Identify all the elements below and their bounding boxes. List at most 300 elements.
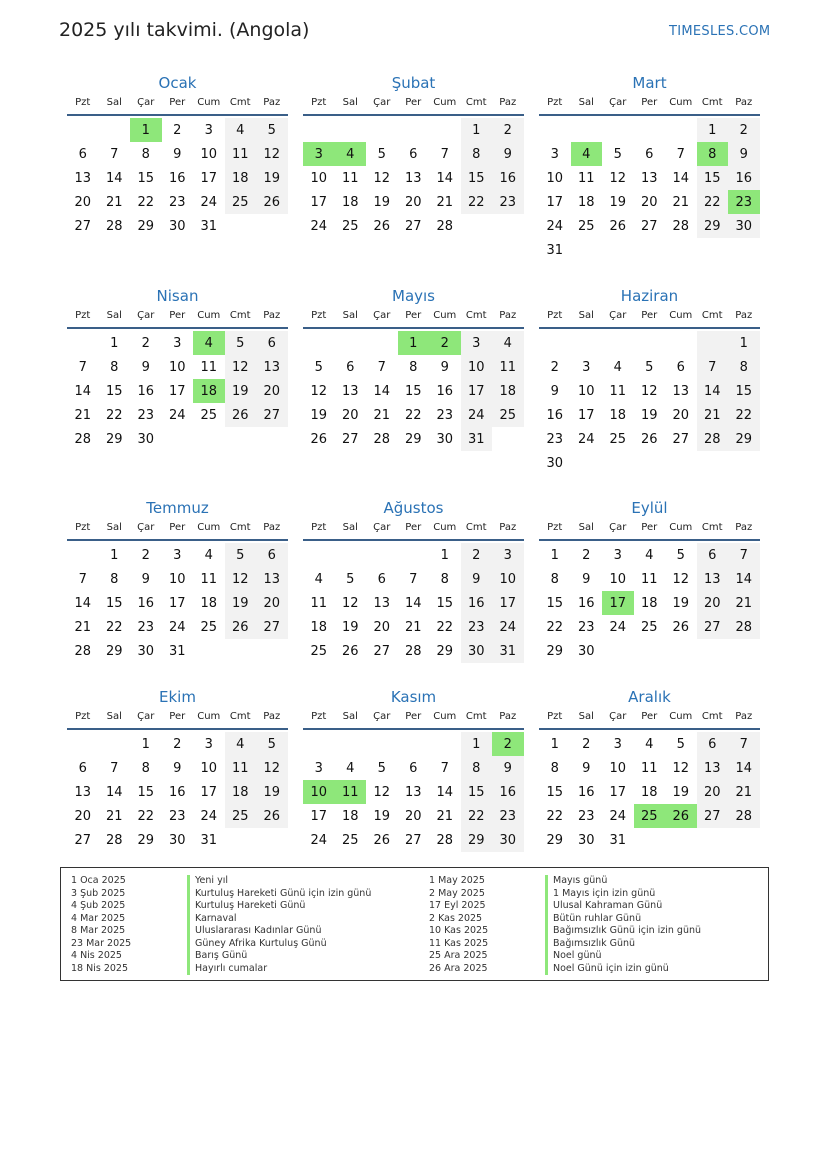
weekday-label: Cmt: [701, 522, 723, 533]
weekday-label: Sal: [342, 310, 358, 321]
weekday-header: [539, 94, 760, 116]
month-name: Ağustos: [383, 499, 444, 517]
weekday-label: Sal: [106, 711, 122, 722]
day-cell: 9: [492, 756, 524, 780]
day-grid: [303, 732, 524, 852]
empty-cell: [67, 732, 99, 756]
holiday-date: 25 Ara 2025: [429, 950, 488, 961]
day-cell: 7: [697, 355, 729, 379]
day-grid: [303, 118, 524, 238]
day-cell: 20: [74, 194, 92, 210]
day-cell: 12: [373, 784, 391, 800]
holiday-dates-col-2: [429, 875, 488, 975]
weekday-label: Paz: [499, 522, 517, 533]
day-cell: 16: [577, 595, 595, 611]
day-cell: 18: [640, 595, 658, 611]
month-9: [539, 497, 760, 663]
day-cell: 25: [200, 407, 218, 423]
day-cell: 19: [672, 595, 690, 611]
day-cell: 15: [461, 780, 493, 804]
day-cell: 15: [105, 595, 123, 611]
day-cell: 8: [550, 571, 559, 587]
day-cell: 23: [492, 190, 524, 214]
day-cell: 4: [346, 760, 355, 776]
day-cell: 27: [404, 832, 422, 848]
day-cell: 19: [672, 784, 690, 800]
day-cell: 11: [609, 383, 627, 399]
day-cell: 26: [256, 804, 288, 828]
weekday-label: Pzt: [311, 97, 327, 108]
day-cell: 24: [609, 808, 627, 824]
day-cell: 21: [728, 591, 760, 615]
day-cell: 10: [168, 359, 186, 375]
day-cell: 1: [697, 118, 729, 142]
day-cell: 16: [168, 784, 186, 800]
holiday-dates-col-1: [71, 875, 131, 975]
day-cell: 28: [728, 804, 760, 828]
day-cell: 11: [341, 170, 359, 186]
day-cell: 13: [672, 383, 690, 399]
day-cell: 21: [105, 808, 123, 824]
weekday-header: [303, 94, 524, 116]
day-cell: 6: [697, 732, 729, 756]
weekday-label: Çar: [609, 310, 627, 321]
holiday-day-cell: 11: [335, 780, 367, 804]
weekday-label: Pzt: [311, 522, 327, 533]
weekday-header: [539, 307, 760, 329]
day-cell: 26: [225, 403, 257, 427]
day-cell: 8: [110, 359, 119, 375]
empty-cell: [193, 639, 225, 663]
day-cell: 22: [461, 190, 493, 214]
day-cell: 19: [225, 379, 257, 403]
weekday-label: Pzt: [75, 711, 91, 722]
day-cell: 17: [577, 407, 595, 423]
day-cell: 29: [137, 832, 155, 848]
empty-cell: [602, 639, 634, 663]
day-cell: 3: [582, 359, 591, 375]
day-cell: 28: [728, 615, 760, 639]
holiday-day-cell: 10: [303, 780, 335, 804]
day-cell: 8: [728, 355, 760, 379]
day-cell: 5: [676, 547, 685, 563]
day-cell: 27: [341, 431, 359, 447]
day-cell: 23: [461, 615, 493, 639]
day-cell: 22: [436, 619, 454, 635]
weekday-label: Cum: [433, 711, 457, 722]
holiday-date: 17 Eyl 2025: [429, 900, 486, 911]
month-5: [303, 285, 524, 451]
day-cell: 10: [609, 571, 627, 587]
weekday-label: Cmt: [465, 711, 487, 722]
day-cell: 8: [461, 756, 493, 780]
weekday-label: Cum: [197, 711, 221, 722]
day-cell: 24: [310, 832, 328, 848]
weekday-label: Çar: [373, 711, 391, 722]
day-cell: 27: [640, 218, 658, 234]
day-cell: 30: [137, 643, 155, 659]
weekday-label: Paz: [263, 522, 281, 533]
day-cell: 20: [672, 407, 690, 423]
day-cell: 15: [137, 784, 155, 800]
day-cell: 27: [672, 431, 690, 447]
day-cell: 25: [200, 619, 218, 635]
day-cell: 14: [404, 595, 422, 611]
weekday-label: Paz: [499, 97, 517, 108]
day-cell: 22: [105, 619, 123, 635]
day-cell: 16: [728, 166, 760, 190]
empty-cell: [335, 732, 367, 756]
day-cell: 10: [546, 170, 564, 186]
day-cell: 28: [105, 218, 123, 234]
holiday-date: 18 Nis 2025: [71, 962, 128, 974]
day-cell: 28: [672, 218, 690, 234]
weekday-header: [539, 708, 760, 730]
day-cell: 2: [492, 118, 524, 142]
day-cell: 15: [697, 166, 729, 190]
day-cell: 21: [105, 194, 123, 210]
day-cell: 30: [168, 218, 186, 234]
day-cell: 31: [200, 218, 218, 234]
day-cell: 19: [640, 407, 658, 423]
day-cell: 23: [492, 804, 524, 828]
day-cell: 26: [256, 190, 288, 214]
empty-cell: [303, 118, 335, 142]
weekday-label: Per: [405, 310, 422, 321]
day-cell: 12: [341, 595, 359, 611]
day-cell: 3: [173, 335, 182, 351]
day-cell: 6: [409, 146, 418, 162]
month-name: Eylül: [631, 499, 668, 517]
empty-cell: [634, 451, 666, 475]
day-cell: 17: [168, 595, 186, 611]
day-cell: 27: [256, 403, 288, 427]
day-cell: 20: [697, 591, 729, 615]
day-cell: 29: [404, 431, 422, 447]
weekday-header: [67, 94, 288, 116]
day-cell: 8: [110, 571, 119, 587]
empty-cell: [634, 639, 666, 663]
month-6: [539, 285, 760, 475]
day-cell: 17: [546, 194, 564, 210]
day-cell: 18: [225, 780, 257, 804]
empty-cell: [634, 828, 666, 852]
day-grid: [303, 543, 524, 663]
day-cell: 12: [256, 142, 288, 166]
day-cell: 16: [137, 383, 155, 399]
weekday-label: Per: [169, 711, 186, 722]
day-cell: 22: [546, 619, 564, 635]
weekday-label: Cum: [433, 522, 457, 533]
day-cell: 19: [256, 166, 288, 190]
day-cell: 4: [645, 547, 654, 563]
weekday-label: Paz: [735, 522, 753, 533]
weekday-label: Çar: [373, 97, 391, 108]
day-cell: 2: [141, 335, 150, 351]
day-grid: [67, 331, 288, 451]
day-cell: 7: [728, 732, 760, 756]
day-cell: 16: [436, 383, 454, 399]
day-cell: 14: [74, 595, 92, 611]
empty-cell: [728, 639, 760, 663]
weekday-label: Çar: [609, 522, 627, 533]
day-cell: 9: [173, 146, 182, 162]
weekday-label: Paz: [735, 310, 753, 321]
holiday-names-col-1: [187, 875, 371, 975]
day-cell: 13: [256, 567, 288, 591]
empty-cell: [335, 543, 367, 567]
day-cell: 10: [461, 355, 493, 379]
day-cell: 1: [550, 736, 559, 752]
day-cell: 21: [74, 407, 92, 423]
holiday-date: 4 Şub 2025: [71, 900, 126, 911]
day-cell: 28: [74, 431, 92, 447]
weekday-label: Çar: [373, 522, 391, 533]
day-cell: 11: [225, 756, 257, 780]
month-name: Temmuz: [146, 499, 209, 517]
day-cell: 20: [341, 407, 359, 423]
weekday-header: [303, 519, 524, 541]
day-cell: 15: [546, 784, 564, 800]
weekday-label: Cum: [197, 97, 221, 108]
day-cell: 5: [314, 359, 323, 375]
day-cell: 26: [341, 643, 359, 659]
day-cell: 27: [697, 615, 729, 639]
empty-cell: [492, 214, 524, 238]
empty-cell: [539, 118, 571, 142]
day-cell: 9: [440, 359, 449, 375]
holiday-date: 10 Kas 2025: [429, 925, 489, 936]
day-cell: 6: [256, 543, 288, 567]
holiday-name: Bütün ruhlar Günü: [545, 913, 701, 926]
weekday-label: Çar: [137, 310, 155, 321]
weekday-label: Cum: [669, 97, 693, 108]
day-cell: 24: [492, 615, 524, 639]
day-cell: 3: [204, 122, 213, 138]
weekday-label: Sal: [106, 310, 122, 321]
day-cell: 14: [373, 383, 391, 399]
day-cell: 13: [256, 355, 288, 379]
day-cell: 30: [728, 214, 760, 238]
day-cell: 10: [577, 383, 595, 399]
day-cell: 6: [697, 543, 729, 567]
weekday-label: Per: [641, 310, 658, 321]
day-cell: 21: [404, 619, 422, 635]
day-cell: 8: [440, 571, 449, 587]
day-cell: 24: [609, 619, 627, 635]
empty-cell: [539, 331, 571, 355]
day-cell: 29: [105, 431, 123, 447]
empty-cell: [67, 118, 99, 142]
weekday-label: Cum: [433, 97, 457, 108]
empty-cell: [571, 238, 603, 262]
brand-link[interactable]: TIMESLES.COM: [669, 24, 771, 39]
weekday-label: Çar: [137, 97, 155, 108]
day-cell: 21: [697, 403, 729, 427]
empty-cell: [335, 331, 367, 355]
day-grid: [303, 331, 524, 451]
weekday-label: Pzt: [75, 522, 91, 533]
empty-cell: [398, 543, 430, 567]
day-cell: 19: [373, 808, 391, 824]
day-cell: 6: [676, 359, 685, 375]
day-cell: 9: [141, 571, 150, 587]
weekday-label: Cum: [433, 310, 457, 321]
empty-cell: [697, 451, 729, 475]
day-cell: 29: [546, 832, 564, 848]
month-name: Aralık: [628, 688, 671, 706]
day-cell: 12: [225, 355, 257, 379]
month-name: Şubat: [391, 74, 436, 92]
month-name: Ekim: [159, 688, 196, 706]
page-title: 2025 yılı takvimi. (Angola): [59, 19, 310, 41]
day-cell: 19: [341, 619, 359, 635]
weekday-label: Cmt: [701, 711, 723, 722]
day-cell: 10: [310, 170, 328, 186]
empty-cell: [256, 639, 288, 663]
empty-cell: [398, 732, 430, 756]
day-cell: 5: [645, 359, 654, 375]
month-name: Mart: [632, 74, 667, 92]
empty-cell: [602, 331, 634, 355]
day-cell: 7: [110, 146, 119, 162]
empty-cell: [67, 543, 99, 567]
weekday-label: Cmt: [701, 97, 723, 108]
day-cell: 25: [225, 190, 257, 214]
weekday-label: Cmt: [229, 711, 251, 722]
day-cell: 3: [204, 736, 213, 752]
day-cell: 13: [640, 170, 658, 186]
holiday-date: 2 Kas 2025: [429, 912, 483, 924]
day-cell: 23: [168, 808, 186, 824]
month-4: [67, 285, 288, 451]
weekday-label: Sal: [342, 522, 358, 533]
day-cell: 12: [373, 170, 391, 186]
weekday-label: Per: [405, 522, 422, 533]
day-cell: 7: [728, 543, 760, 567]
weekday-label: Çar: [609, 97, 627, 108]
empty-cell: [366, 543, 398, 567]
day-cell: 8: [141, 760, 150, 776]
empty-cell: [256, 427, 288, 451]
day-grid: [67, 732, 288, 852]
day-cell: 12: [672, 760, 690, 776]
weekday-label: Cum: [669, 310, 693, 321]
day-cell: 15: [404, 383, 422, 399]
day-cell: 15: [105, 383, 123, 399]
day-cell: 28: [105, 832, 123, 848]
day-grid: [67, 543, 288, 663]
day-cell: 28: [74, 643, 92, 659]
day-cell: 17: [200, 784, 218, 800]
weekday-label: Per: [405, 97, 422, 108]
day-cell: 9: [550, 383, 559, 399]
empty-cell: [665, 828, 697, 852]
month-10: [67, 686, 288, 852]
day-cell: 2: [461, 543, 493, 567]
day-cell: 16: [461, 591, 493, 615]
empty-cell: [697, 238, 729, 262]
empty-cell: [665, 331, 697, 355]
weekday-label: Per: [169, 310, 186, 321]
month-2: [303, 72, 524, 238]
holiday-date: 2 May 2025: [429, 887, 485, 899]
day-cell: 29: [728, 427, 760, 451]
day-cell: 5: [676, 736, 685, 752]
month-8: [303, 497, 524, 663]
empty-cell: [366, 732, 398, 756]
day-cell: 17: [492, 591, 524, 615]
day-cell: 16: [546, 407, 564, 423]
weekday-label: Sal: [578, 310, 594, 321]
day-cell: 27: [404, 218, 422, 234]
day-cell: 18: [341, 808, 359, 824]
day-cell: 23: [137, 407, 155, 423]
day-cell: 20: [256, 379, 288, 403]
day-cell: 19: [373, 194, 391, 210]
day-cell: 13: [697, 756, 729, 780]
month-name: Ocak: [158, 74, 197, 92]
day-cell: 4: [225, 118, 257, 142]
day-cell: 4: [225, 732, 257, 756]
day-cell: 16: [137, 595, 155, 611]
holiday-day-cell: 1: [398, 331, 430, 355]
day-cell: 4: [204, 547, 213, 563]
day-cell: 5: [346, 571, 355, 587]
day-cell: 20: [404, 194, 422, 210]
day-cell: 23: [577, 619, 595, 635]
day-cell: 22: [728, 403, 760, 427]
day-cell: 15: [546, 595, 564, 611]
day-cell: 25: [609, 431, 627, 447]
holiday-name: Noel Günü için izin günü: [545, 963, 701, 976]
weekday-label: Çar: [137, 522, 155, 533]
day-cell: 11: [577, 170, 595, 186]
day-cell: 18: [640, 784, 658, 800]
day-cell: 18: [310, 619, 328, 635]
day-cell: 24: [168, 407, 186, 423]
day-cell: 25: [225, 804, 257, 828]
weekday-label: Paz: [735, 711, 753, 722]
day-cell: 5: [225, 331, 257, 355]
day-cell: 21: [436, 808, 454, 824]
day-cell: 3: [613, 547, 622, 563]
empty-cell: [99, 732, 131, 756]
weekday-label: Paz: [735, 97, 753, 108]
holiday-names-col-2: [545, 875, 701, 975]
day-cell: 20: [640, 194, 658, 210]
day-cell: 25: [341, 832, 359, 848]
weekday-label: Pzt: [547, 310, 563, 321]
month-12: [539, 686, 760, 852]
weekday-label: Cmt: [465, 310, 487, 321]
empty-cell: [697, 828, 729, 852]
weekday-label: Sal: [578, 711, 594, 722]
day-grid: [539, 118, 760, 262]
day-cell: 1: [461, 118, 493, 142]
empty-cell: [665, 639, 697, 663]
day-cell: 28: [697, 427, 729, 451]
day-cell: 3: [461, 331, 493, 355]
day-cell: 5: [256, 732, 288, 756]
day-cell: 22: [404, 407, 422, 423]
holiday-date: 26 Ara 2025: [429, 962, 488, 974]
day-cell: 1: [110, 547, 119, 563]
day-cell: 7: [78, 571, 87, 587]
day-cell: 23: [436, 407, 454, 423]
day-cell: 26: [310, 431, 328, 447]
empty-cell: [728, 238, 760, 262]
